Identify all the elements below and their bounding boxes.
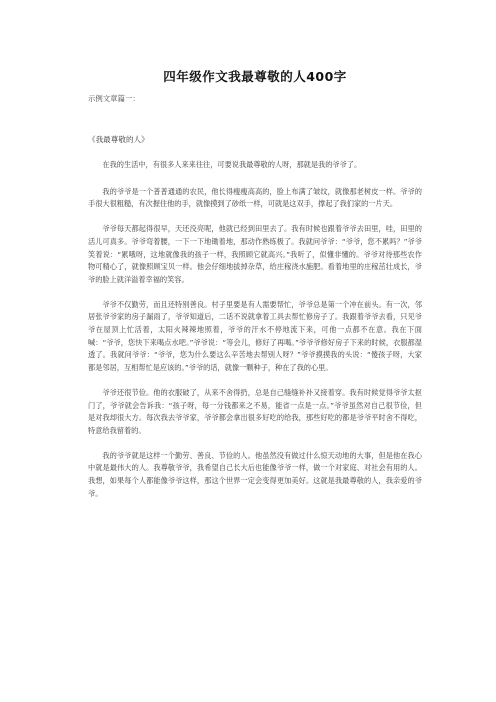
- document-title: 四年级作文我最尊敬的人400字: [163, 69, 347, 84]
- document-subtitle: 示例文章篇一：: [88, 94, 140, 103]
- paragraph-3: 爷爷每天都起得很早，天还没亮呢，他就已经到田里去了。我有时候也跟着爷爷去田里，哇，田里的活儿可真多。爷爷弯着腰，一下一下地锄着地，那动作熟练极了。我就问爷爷：“爷爷，您不累吗？”爷爷笑着说：“累哦呀，这地就像我的孩子一样，我照顾它就高兴。”我听了，似懂非懂的。爷爷对待那些农作物可精心了，就像照顾宝贝一样。他会仔细地拔掉杂草，给庄稼浇水施肥。看着地里的庄稼茁壮成长，爷爷的脸上就洋溢着幸福的笑容。: [88, 224, 422, 284]
- essay-title: 《我最尊敬的人》: [88, 135, 149, 144]
- paragraph-5: 爷爷还很节俭。他的衣服破了，从来不舍得扔，总是自己缝缝补补又接着穿。我有时候觉得爷爷太抠门了，爷爷就会告诉我：“孩子呀，每一分钱都来之不易，能省一点是一点。”爷爷虽然对自己很节俭，但是对我却很大方。每次我去爷爷家，爷爷都会拿出很多好吃的给我，那些好吃的都是爷爷平时舍不得吃，特意给我留着的。: [88, 387, 422, 435]
- paragraph-4: 爷爷不仅勤劳，而且还特别善良。村子里要是有人需要帮忙，爷爷总是第一个冲在前头。有一次，邻居张爷爷家的房子漏雨了，爷爷知道后，二话不说就拿着工具去帮忙修房子了。我跟着爷爷去看，只见爷爷在屋顶上忙活着，太阳火辣辣地照着，爷爷的汗水不停地流下来，可他一点都不在意。我在下面喊：“爷爷，您快下来喝点水吧。”爷爷说：“等会儿，修好了再喝。”爷爷爷修好房子下来的时候，衣服都湿透了。我就问爷爷：“爷爷，您为什么要这么辛苦地去帮别人呀？”爷爷摸摸我的头说：“傻孩子呀，大家都是邻居，互相帮忙是应该的。”爷爷的话，就像一颗种子，种在了我的心里。: [88, 299, 422, 373]
- paragraph-2: 我的爷爷是一个普普通通的农民，他长得瘦瘦高高的，脸上布满了皱纹，就像那老树皮一样。爷爷的手很大很粗糙，有次握住他的手，就像摸到了砂纸一样，可就是这双手，撑起了我们家的一片天。: [88, 186, 422, 209]
- paragraph-6: 我的爷爷就是这样一个勤劳、善良、节俭的人。他虽然没有做过什么惊天动地的大事，但是他在我心中就是最伟大的人。我尊敬爷爷，我希望自己长大后也能像爷爷一样，做一个对家庭、对社会有用的人。我想，如果每个人都能像爷爷这样，那这个世界一定会变得更加美好。这就是我最尊敬的人，我亲爱的爷爷。: [88, 450, 422, 498]
- paragraph-1: 在我的生活中，有很多人来来往往，可要说我最尊敬的人呀，那就是我的爷爷了。: [102, 160, 362, 169]
